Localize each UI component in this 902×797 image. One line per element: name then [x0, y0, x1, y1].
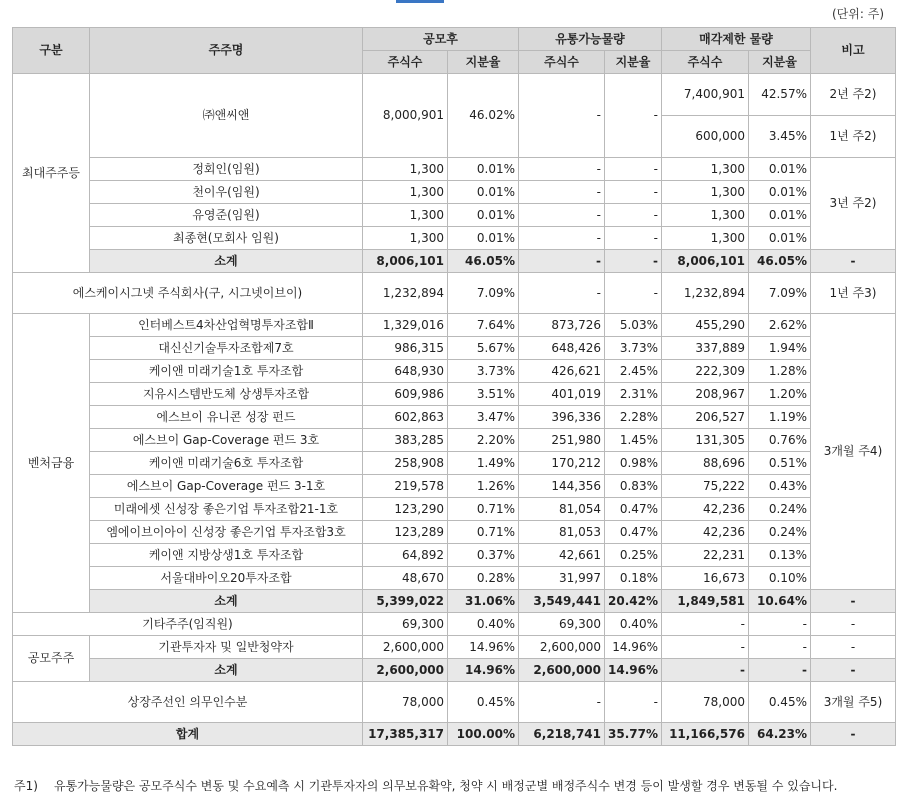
holder-name: 대신신기술투자조합제7호 — [90, 337, 363, 360]
note-cell: - — [810, 613, 895, 636]
holder-name: 케이앤 지방상생1호 투자조합 — [90, 544, 363, 567]
header-note: 비고 — [810, 28, 895, 74]
shares-after-ipo: 5,399,022 — [363, 590, 448, 613]
header-ratio: 지분율 — [748, 51, 810, 74]
ratio-after-ipo: 3.47% — [448, 406, 519, 429]
shares-restricted: 206,527 — [661, 406, 748, 429]
footnote-label: 주1) — [14, 779, 38, 793]
shares-after-ipo: 986,315 — [363, 337, 448, 360]
ratio-restricted: 0.24% — [748, 498, 810, 521]
table-row — [13, 181, 896, 204]
shares-tradable: 648,426 — [519, 337, 605, 360]
shares-tradable: 81,054 — [519, 498, 605, 521]
subtotal-label: 소계 — [90, 659, 363, 682]
subtotal-row — [13, 659, 896, 682]
ratio-restricted: 7.09% — [748, 273, 810, 314]
footnote-text: 유통가능물량은 공모주식수 변동 및 수요예측 시 기관투자자의 의무보유확약, 청약 시 배정군별 배정주식수 변경 등이 발생할 경우 변동될 수 있습니다. — [54, 779, 838, 793]
table-row — [13, 475, 896, 498]
ratio-tradable: 0.40% — [605, 613, 662, 636]
ratio-restricted: 10.64% — [748, 590, 810, 613]
shares-after-ipo: 1,329,016 — [363, 314, 448, 337]
group-major: 최대주주등 — [13, 74, 90, 273]
ratio-tradable: 0.18% — [605, 567, 662, 590]
table-row — [13, 383, 896, 406]
shares-tradable: - — [519, 158, 605, 181]
shares-tradable: 81,053 — [519, 521, 605, 544]
ratio-restricted: 0.24% — [748, 521, 810, 544]
shares-after-ipo: 1,232,894 — [363, 273, 448, 314]
shares-restricted: 1,849,581 — [661, 590, 748, 613]
shares-after-ipo: 1,300 — [363, 227, 448, 250]
ratio-restricted: 42.57% — [748, 74, 810, 116]
shares-tradable: - — [519, 227, 605, 250]
ratio-restricted: 0.10% — [748, 567, 810, 590]
table-row — [13, 544, 896, 567]
shares-restricted: 11,166,576 — [661, 723, 748, 746]
header-category: 구분 — [13, 28, 90, 74]
shares-after-ipo: 8,000,901 — [363, 74, 448, 158]
table-row — [13, 360, 896, 383]
holder-name: 에스브이 Gap-Coverage 펀드 3-1호 — [90, 475, 363, 498]
shares-tradable: 396,336 — [519, 406, 605, 429]
table-row — [13, 204, 896, 227]
shares-tradable: 31,997 — [519, 567, 605, 590]
shares-restricted: 222,309 — [661, 360, 748, 383]
holder-name: 에스케이시그넷 주식회사(구, 시그넷이브이) — [13, 273, 363, 314]
ratio-restricted: 46.05% — [748, 250, 810, 273]
shares-tradable: - — [519, 181, 605, 204]
ratio-restricted: 1.28% — [748, 360, 810, 383]
ratio-tradable: - — [605, 682, 662, 723]
top-accent-bar — [396, 0, 444, 3]
shares-after-ipo: 609,986 — [363, 383, 448, 406]
shares-restricted: 88,696 — [661, 452, 748, 475]
ratio-tradable: 14.96% — [605, 636, 662, 659]
ratio-tradable: 0.98% — [605, 452, 662, 475]
shares-after-ipo: 17,385,317 — [363, 723, 448, 746]
shares-after-ipo: 123,290 — [363, 498, 448, 521]
ratio-after-ipo: 46.05% — [448, 250, 519, 273]
holder-name: 미래에셋 신성장 좋은기업 투자조합21-1호 — [90, 498, 363, 521]
ratio-tradable: 2.31% — [605, 383, 662, 406]
note-cell: 1년 주3) — [810, 273, 895, 314]
ratio-restricted: 0.45% — [748, 682, 810, 723]
shares-after-ipo: 69,300 — [363, 613, 448, 636]
holder-name: 천이우(임원) — [90, 181, 363, 204]
ratio-after-ipo: 0.71% — [448, 521, 519, 544]
note-cell: 1년 주2) — [810, 116, 895, 158]
ratio-tradable: 2.45% — [605, 360, 662, 383]
shares-tradable: 873,726 — [519, 314, 605, 337]
total-label: 합계 — [13, 723, 363, 746]
shares-tradable: 2,600,000 — [519, 659, 605, 682]
holder-name: 서울대바이오20투자조합 — [90, 567, 363, 590]
shares-restricted: 337,889 — [661, 337, 748, 360]
header-ratio: 지분율 — [448, 51, 519, 74]
group-ipo: 공모주주 — [13, 636, 90, 682]
header-ratio: 지분율 — [605, 51, 662, 74]
ratio-restricted: 1.20% — [748, 383, 810, 406]
ratio-tradable: 5.03% — [605, 314, 662, 337]
shares-after-ipo: 64,892 — [363, 544, 448, 567]
ratio-after-ipo: 5.67% — [448, 337, 519, 360]
ratio-tradable: 1.45% — [605, 429, 662, 452]
table-row — [13, 314, 896, 337]
ratio-tradable: 35.77% — [605, 723, 662, 746]
shares-tradable: 2,600,000 — [519, 636, 605, 659]
subtotal-label: 소계 — [90, 250, 363, 273]
table-row — [13, 452, 896, 475]
shares-restricted: 42,236 — [661, 498, 748, 521]
holder-name: 에스브이 유니콘 성장 펀드 — [90, 406, 363, 429]
holder-name: ㈜앤씨앤 — [90, 74, 363, 158]
ratio-after-ipo: 0.01% — [448, 227, 519, 250]
header-tradable: 유통가능물량 — [519, 28, 662, 51]
ratio-after-ipo: 0.40% — [448, 613, 519, 636]
footnote — [14, 777, 837, 794]
table-row — [13, 498, 896, 521]
ratio-restricted: 0.51% — [748, 452, 810, 475]
ratio-tradable: 0.47% — [605, 498, 662, 521]
ratio-restricted: - — [748, 659, 810, 682]
shares-restricted: 42,236 — [661, 521, 748, 544]
shares-after-ipo: 1,300 — [363, 181, 448, 204]
subtotal-label: 소계 — [90, 590, 363, 613]
note-cell: 3개월 주5) — [810, 682, 895, 723]
ratio-after-ipo: 3.51% — [448, 383, 519, 406]
shares-after-ipo: 383,285 — [363, 429, 448, 452]
ratio-tradable: 14.96% — [605, 659, 662, 682]
note-cell: - — [810, 250, 895, 273]
ratio-tradable: - — [605, 158, 662, 181]
holder-name: 에스브이 Gap-Coverage 펀드 3호 — [90, 429, 363, 452]
shares-restricted: 16,673 — [661, 567, 748, 590]
shares-restricted: 75,222 — [661, 475, 748, 498]
holder-name: 정회인(임원) — [90, 158, 363, 181]
table-row — [13, 74, 896, 116]
table-row — [13, 273, 896, 314]
ratio-restricted: 0.01% — [748, 227, 810, 250]
note-cell: - — [810, 636, 895, 659]
note-cell: 3년 주2) — [810, 158, 895, 250]
ratio-after-ipo: 100.00% — [448, 723, 519, 746]
ratio-after-ipo: 0.71% — [448, 498, 519, 521]
ratio-tradable: 0.83% — [605, 475, 662, 498]
shares-after-ipo: 78,000 — [363, 682, 448, 723]
header-shares: 주식수 — [519, 51, 605, 74]
ratio-after-ipo: 46.02% — [448, 74, 519, 158]
holder-name: 인터베스트4차산업혁명투자조합Ⅱ — [90, 314, 363, 337]
shares-tradable: - — [519, 250, 605, 273]
ratio-restricted: - — [748, 636, 810, 659]
table-row — [13, 636, 896, 659]
subtotal-row — [13, 250, 896, 273]
shares-after-ipo: 48,670 — [363, 567, 448, 590]
ratio-restricted: 0.13% — [748, 544, 810, 567]
ratio-tradable: 20.42% — [605, 590, 662, 613]
shares-restricted: 22,231 — [661, 544, 748, 567]
note-cell: - — [810, 723, 895, 746]
table-row — [13, 682, 896, 723]
table-row — [13, 429, 896, 452]
note-cell: 2년 주2) — [810, 74, 895, 116]
shares-restricted: 131,305 — [661, 429, 748, 452]
ratio-restricted: 2.62% — [748, 314, 810, 337]
ratio-after-ipo: 14.96% — [448, 659, 519, 682]
header-shares: 주식수 — [363, 51, 448, 74]
table-row — [13, 567, 896, 590]
header-restricted: 매각제한 물량 — [661, 28, 810, 51]
ratio-tradable: 2.28% — [605, 406, 662, 429]
ratio-after-ipo: 7.64% — [448, 314, 519, 337]
ratio-after-ipo: 0.01% — [448, 204, 519, 227]
ratio-tradable: 0.47% — [605, 521, 662, 544]
ratio-restricted: - — [748, 613, 810, 636]
shares-tradable: 170,212 — [519, 452, 605, 475]
shares-restricted: 1,232,894 — [661, 273, 748, 314]
group-venture: 벤처금융 — [13, 314, 90, 613]
ratio-after-ipo: 0.45% — [448, 682, 519, 723]
subtotal-row — [13, 590, 896, 613]
holder-name: 유영준(임원) — [90, 204, 363, 227]
ratio-after-ipo: 0.37% — [448, 544, 519, 567]
shares-restricted: 1,300 — [661, 227, 748, 250]
holder-name: 최종현(모회사 임원) — [90, 227, 363, 250]
shares-restricted: 78,000 — [661, 682, 748, 723]
ratio-after-ipo: 14.96% — [448, 636, 519, 659]
shares-tradable: 401,019 — [519, 383, 605, 406]
ratio-after-ipo: 0.28% — [448, 567, 519, 590]
shares-restricted: 455,290 — [661, 314, 748, 337]
table-row — [13, 406, 896, 429]
shares-restricted: 7,400,901 — [661, 74, 748, 116]
note-cell: - — [810, 659, 895, 682]
ratio-restricted: 3.45% — [748, 116, 810, 158]
ratio-after-ipo: 0.01% — [448, 181, 519, 204]
holder-name: 케이앤 미래기술6호 투자조합 — [90, 452, 363, 475]
shares-restricted: 8,006,101 — [661, 250, 748, 273]
holder-name: 지유시스템반도체 상생투자조합 — [90, 383, 363, 406]
ratio-tradable: - — [605, 273, 662, 314]
shares-tradable: 6,218,741 — [519, 723, 605, 746]
ratio-after-ipo: 0.01% — [448, 158, 519, 181]
note-cell: 3개월 주4) — [810, 314, 895, 590]
ratio-restricted: 1.94% — [748, 337, 810, 360]
shares-tradable: - — [519, 682, 605, 723]
ratio-restricted: 64.23% — [748, 723, 810, 746]
shares-restricted: - — [661, 613, 748, 636]
table-row — [13, 158, 896, 181]
ratio-tradable: - — [605, 204, 662, 227]
shares-after-ipo: 219,578 — [363, 475, 448, 498]
shares-after-ipo: 2,600,000 — [363, 636, 448, 659]
shares-tradable: 144,356 — [519, 475, 605, 498]
ratio-after-ipo: 7.09% — [448, 273, 519, 314]
header-shares: 주식수 — [661, 51, 748, 74]
shares-restricted: 600,000 — [661, 116, 748, 158]
holder-name: 상장주선인 의무인수분 — [13, 682, 363, 723]
shares-after-ipo: 8,006,101 — [363, 250, 448, 273]
holder-name: 엠에이브이아이 신성장 좋은기업 투자조합3호 — [90, 521, 363, 544]
ratio-tradable: - — [605, 74, 662, 158]
shares-restricted: 1,300 — [661, 204, 748, 227]
ratio-after-ipo: 2.20% — [448, 429, 519, 452]
table-row — [13, 521, 896, 544]
shares-tradable: 426,621 — [519, 360, 605, 383]
shares-after-ipo: 1,300 — [363, 204, 448, 227]
shares-after-ipo: 2,600,000 — [363, 659, 448, 682]
ratio-restricted: 0.01% — [748, 158, 810, 181]
shares-after-ipo: 1,300 — [363, 158, 448, 181]
shares-restricted: - — [661, 659, 748, 682]
shares-tradable: 3,549,441 — [519, 590, 605, 613]
shares-restricted: 208,967 — [661, 383, 748, 406]
shares-tradable: 42,661 — [519, 544, 605, 567]
table-row — [13, 613, 896, 636]
shareholder-table — [12, 27, 896, 746]
shares-tradable: - — [519, 74, 605, 158]
ratio-tradable: 0.25% — [605, 544, 662, 567]
shares-tradable: - — [519, 204, 605, 227]
unit-label: (단위: 주) — [832, 7, 884, 21]
ratio-after-ipo: 31.06% — [448, 590, 519, 613]
ratio-restricted: 0.01% — [748, 204, 810, 227]
shares-restricted: 1,300 — [661, 181, 748, 204]
table-row — [13, 337, 896, 360]
shares-after-ipo: 648,930 — [363, 360, 448, 383]
shares-after-ipo: 258,908 — [363, 452, 448, 475]
ratio-after-ipo: 1.49% — [448, 452, 519, 475]
ratio-after-ipo: 3.73% — [448, 360, 519, 383]
table-row — [13, 227, 896, 250]
ratio-restricted: 0.01% — [748, 181, 810, 204]
ratio-after-ipo: 1.26% — [448, 475, 519, 498]
ratio-restricted: 0.43% — [748, 475, 810, 498]
shares-restricted: 1,300 — [661, 158, 748, 181]
shares-tradable: 69,300 — [519, 613, 605, 636]
header-after-ipo: 공모후 — [363, 28, 519, 51]
shares-tradable: - — [519, 273, 605, 314]
holder-name: 기관투자자 및 일반청약자 — [90, 636, 363, 659]
ratio-tradable: 3.73% — [605, 337, 662, 360]
holder-name: 기타주주(임직원) — [13, 613, 363, 636]
ratio-tradable: - — [605, 181, 662, 204]
ratio-tradable: - — [605, 227, 662, 250]
shares-after-ipo: 123,289 — [363, 521, 448, 544]
header-holder: 주주명 — [90, 28, 363, 74]
ratio-restricted: 0.76% — [748, 429, 810, 452]
total-row — [13, 723, 896, 746]
shares-after-ipo: 602,863 — [363, 406, 448, 429]
shares-restricted: - — [661, 636, 748, 659]
holder-name: 케이앤 미래기술1호 투자조합 — [90, 360, 363, 383]
ratio-restricted: 1.19% — [748, 406, 810, 429]
shares-tradable: 251,980 — [519, 429, 605, 452]
ratio-tradable: - — [605, 250, 662, 273]
note-cell: - — [810, 590, 895, 613]
